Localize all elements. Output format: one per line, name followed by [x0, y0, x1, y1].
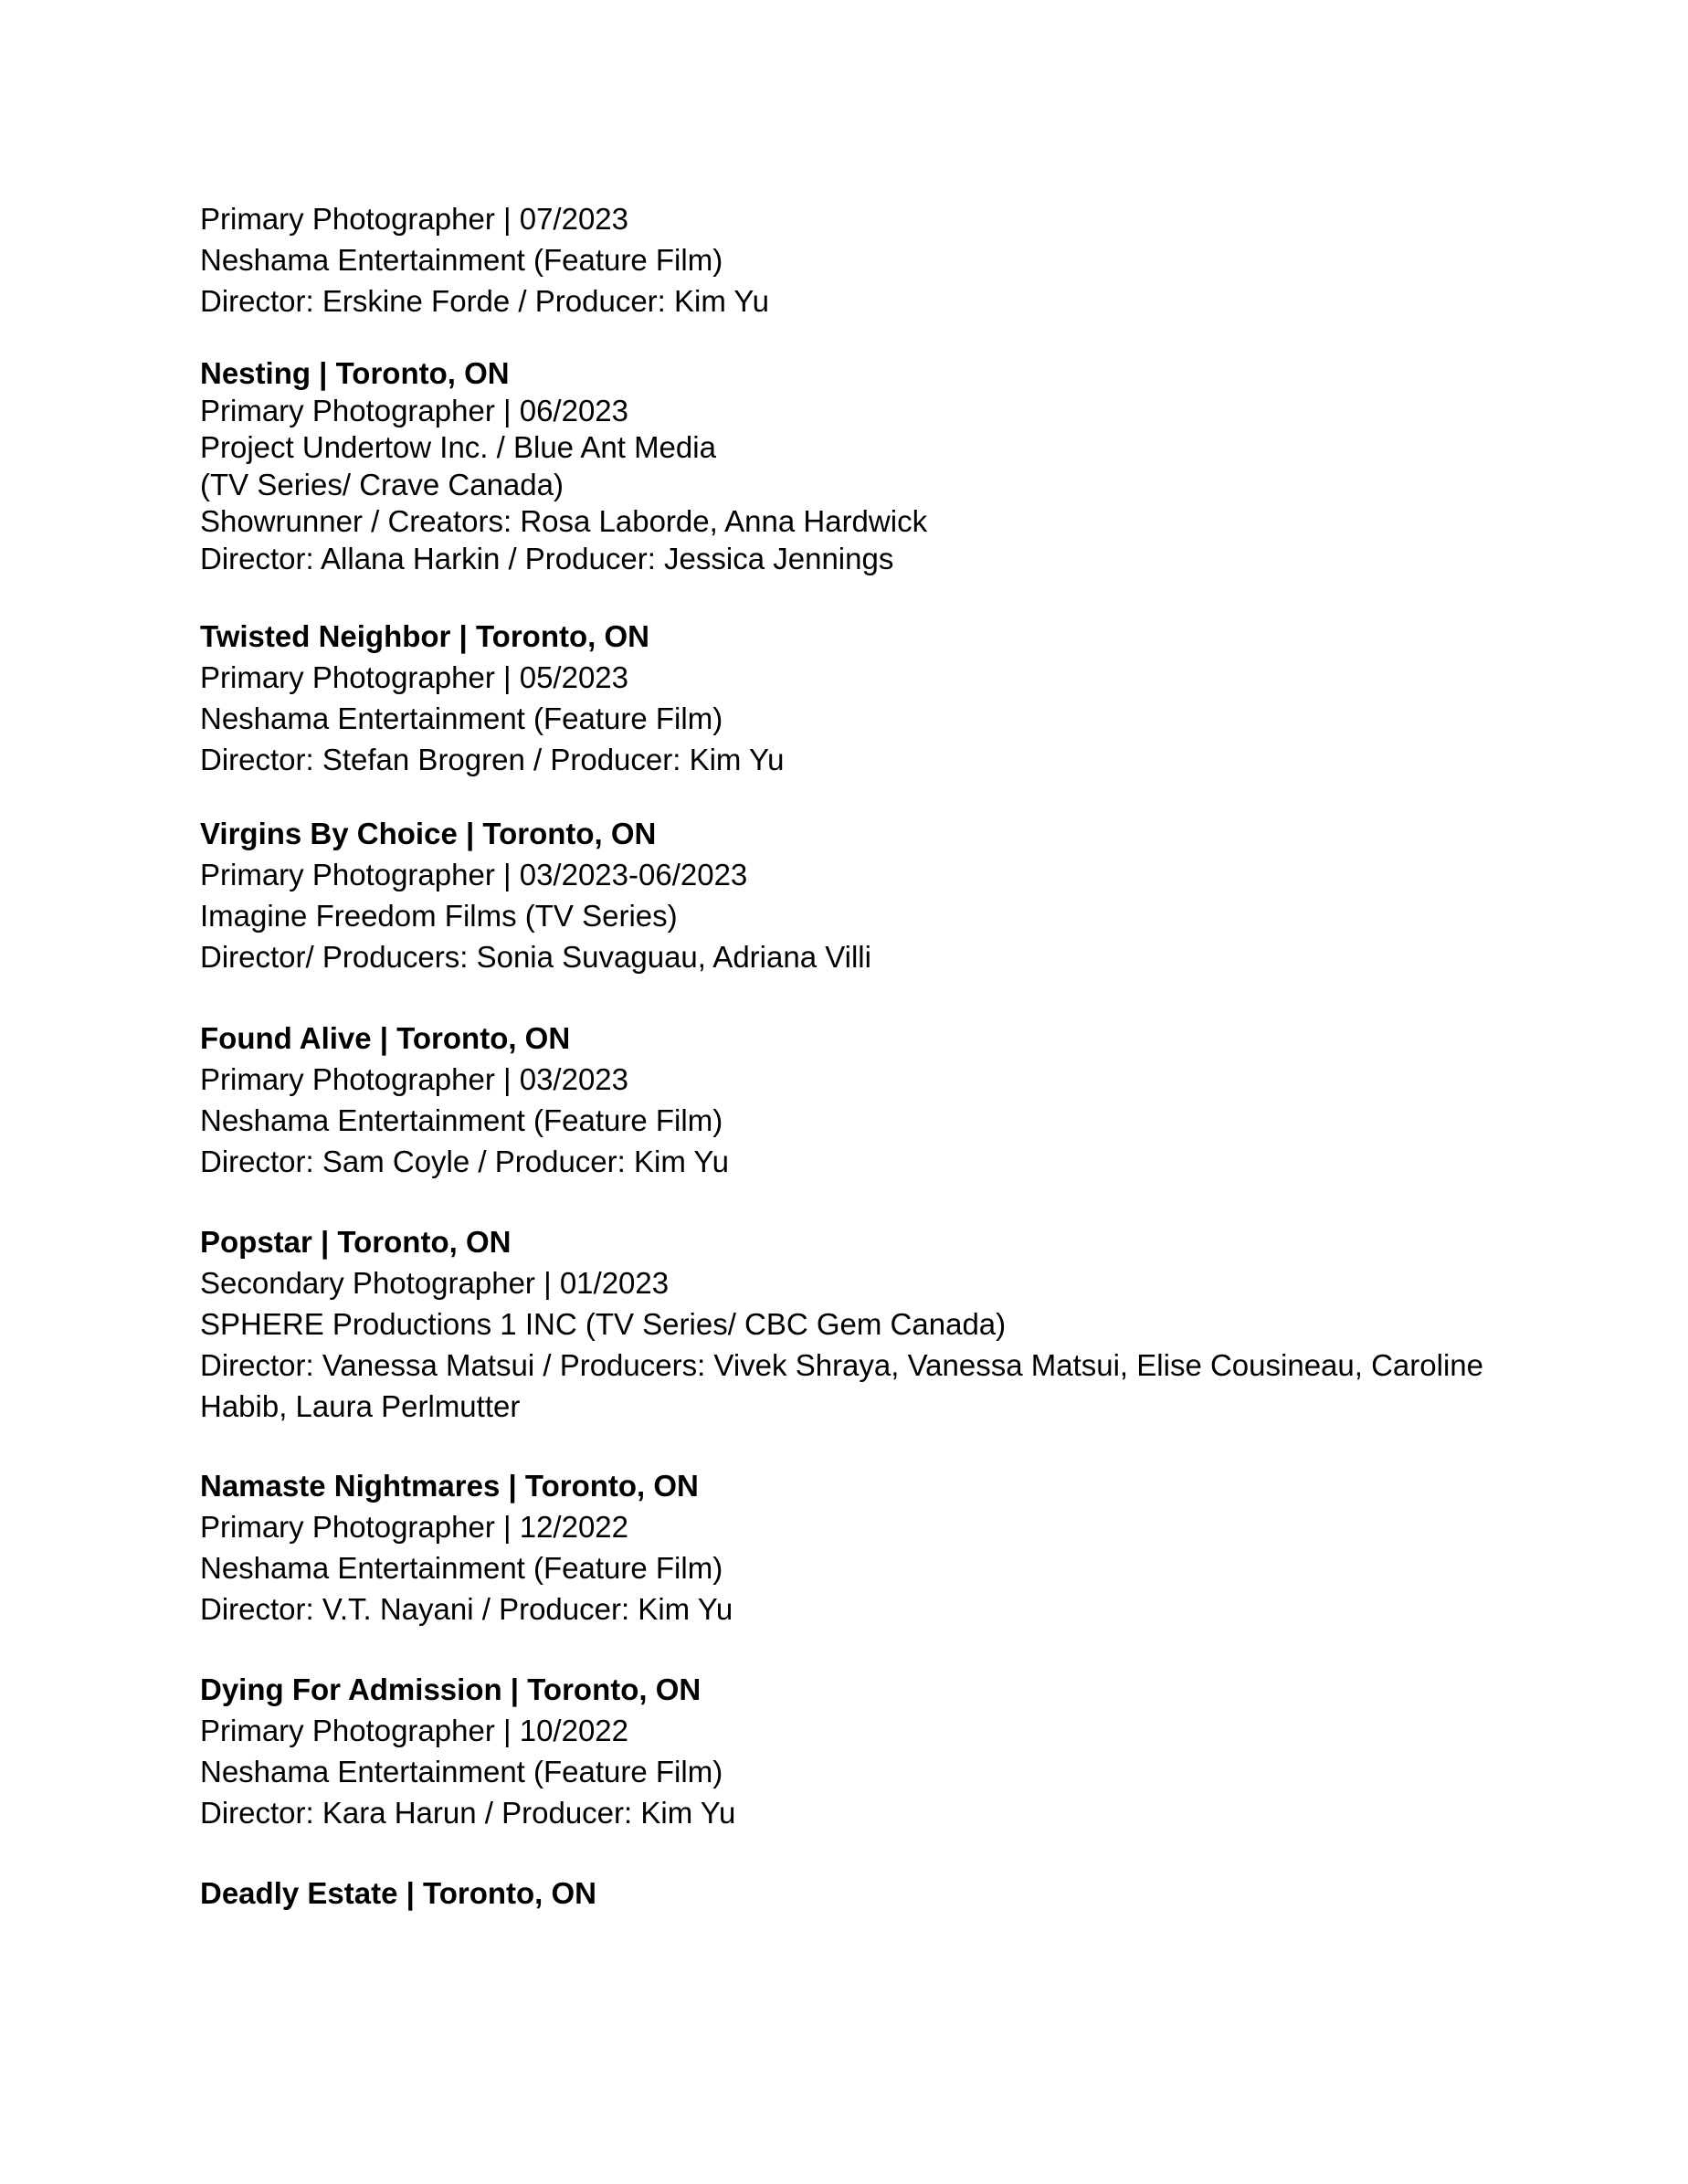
director-line: Director: Sam Coyle / Producer: Kim Yu [200, 1145, 729, 1178]
company-line: Imagine Freedom Films (TV Series) [200, 899, 678, 933]
credit-entry [200, 355, 1552, 577]
credit-entry [200, 813, 1552, 977]
creators-line: Showrunner / Creators: Rosa Laborde, Anna Hardwick [200, 504, 928, 538]
director-line: Director: Vanessa Matsui / Producers: Vivek Shraya, Vanessa Matsui, Elise Cousineau, Caroline Habib, Laura Perlmutter [200, 1348, 1483, 1423]
entry-heading: Namaste Nightmares | Toronto, ON [200, 1469, 699, 1503]
director-line: Director: Erskine Forde / Producer: Kim Yu [200, 284, 769, 318]
company-line: Neshama Entertainment (Feature Film) [200, 1551, 723, 1585]
company-line: (TV Series/ Crave Canada) [200, 467, 564, 501]
credit-entry [200, 1018, 1552, 1182]
company-line: Project Undertow Inc. / Blue Ant Media [200, 430, 716, 464]
director-line: Director: Allana Harkin / Producer: Jessica Jennings [200, 541, 894, 575]
director-line: Director: V.T. Nayani / Producer: Kim Yu [200, 1592, 733, 1626]
entry-heading: Popstar | Toronto, ON [200, 1225, 512, 1259]
credit-entry [200, 198, 1552, 322]
role-line: Secondary Photographer | 01/2023 [200, 1266, 670, 1300]
director-line: Director: Stefan Brogren / Producer: Kim Yu [200, 743, 785, 776]
entry-heading: Virgins By Choice | Toronto, ON [200, 817, 657, 850]
credit-entry [200, 1669, 1552, 1833]
company-line: Neshama Entertainment (Feature Film) [200, 702, 723, 735]
role-line: Primary Photographer | 06/2023 [200, 393, 629, 427]
company-line: Neshama Entertainment (Feature Film) [200, 243, 723, 277]
credit-entry [200, 1465, 1552, 1630]
director-line: Director/ Producers: Sonia Suvaguau, Adriana Villi [200, 940, 871, 974]
role-line: Primary Photographer | 07/2023 [200, 202, 629, 236]
company-line: Neshama Entertainment (Feature Film) [200, 1755, 723, 1788]
credit-entry [200, 616, 1552, 780]
credit-entry [200, 1873, 1552, 1914]
entry-heading: Deadly Estate | Toronto, ON [200, 1876, 597, 1910]
role-line: Primary Photographer | 05/2023 [200, 660, 629, 694]
director-line: Director: Kara Harun / Producer: Kim Yu [200, 1796, 736, 1830]
role-line: Primary Photographer | 03/2023-06/2023 [200, 858, 748, 892]
entry-heading: Found Alive | Toronto, ON [200, 1021, 571, 1055]
credit-entry [200, 1221, 1552, 1427]
entry-heading: Twisted Neighbor | Toronto, ON [200, 619, 649, 653]
company-line: Neshama Entertainment (Feature Film) [200, 1103, 723, 1137]
entry-heading: Nesting | Toronto, ON [200, 356, 510, 390]
role-line: Primary Photographer | 03/2023 [200, 1062, 629, 1096]
company-line: SPHERE Productions 1 INC (TV Series/ CBC Gem Canada) [200, 1307, 1007, 1341]
role-line: Primary Photographer | 12/2022 [200, 1510, 629, 1544]
entry-heading: Dying For Admission | Toronto, ON [200, 1672, 702, 1706]
role-line: Primary Photographer | 10/2022 [200, 1714, 629, 1747]
